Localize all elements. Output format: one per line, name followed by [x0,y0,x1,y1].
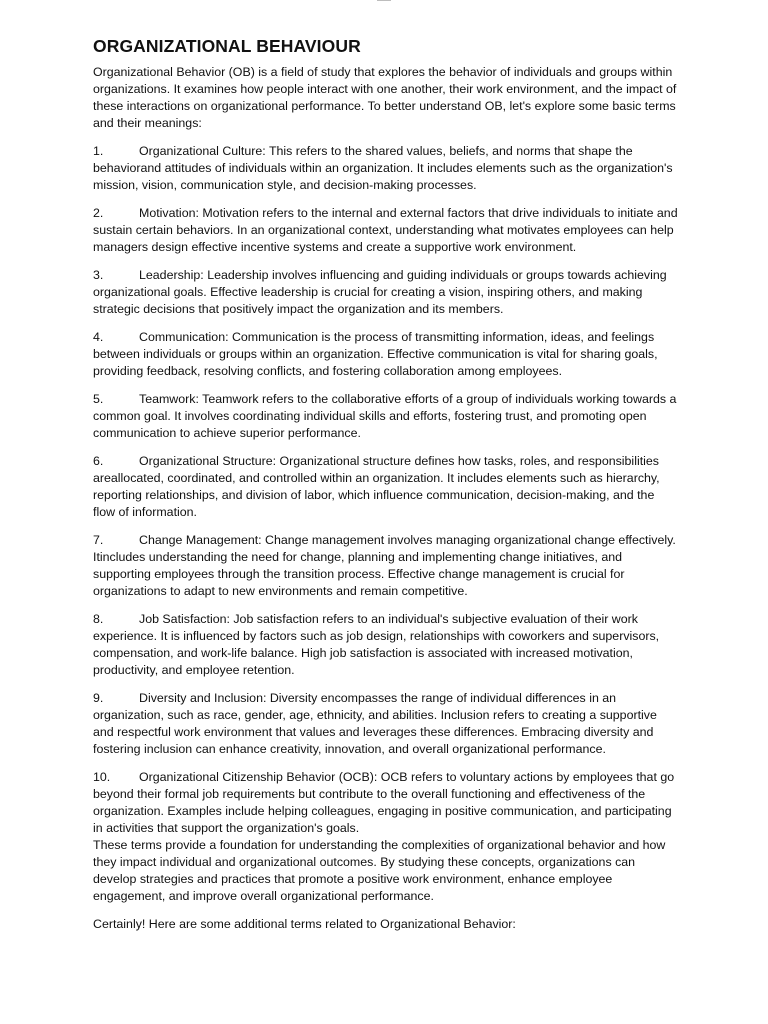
list-item-number: 2. [93,206,104,220]
list-item [93,267,678,318]
list-item-text: Diversity and Inclusion: Diversity encompasses the range of individual differences in an organization, such as race, gender, age, ethnicity, and abilities. Inclusion refers to creating a supportive and respectful work environment that values and leverages these differences. Embracing diversity and fostering inclusion can enhance creativity, innovation, and overall organizational performance. [93,691,657,756]
intro-paragraph: Organizational Behavior (OB) is a field of study that explores the behavior of individuals and groups within organizations. It examines how people interact with one another, their work environment, and the impact of these interactions on organizational performance. To better understand OB, let's explore some basic terms and their meanings: [93,65,677,130]
list-item-text: Leadership: Leadership involves influencing and guiding individuals or groups towards achieving organizational goals. Effective leadership is crucial for creating a vision, inspiring others, and making strategic decisions that positively impact the organization and its members. [93,268,667,316]
page-top-mark [377,0,391,1]
list-item-text: Teamwork: Teamwork refers to the collaborative efforts of a group of individuals working towards a common goal. It involves coordinating individual skills and efforts, fostering trust, and promoting open communication to achieve superior performance. [93,392,677,440]
conclusion-paragraph: These terms provide a foundation for understanding the complexities of organizational behavior and how they impact individual and organizational outcomes. By studying these concepts, organizations can develop strategies and practices that promote a positive work environment, enhance employee engagement, and improve overall organizational performance. [93,838,666,903]
list-item [93,329,678,380]
list-item-number: 10. [93,770,111,784]
list-item [93,532,678,600]
list-item [93,611,678,679]
list-item [93,769,678,837]
list-item-number: 9. [93,691,104,705]
list-item-text: Organizational Structure: Organizational structure defines how tasks, roles, and responsibilities areallocated, coordinated, and controlled within an organization. It includes elements such as hierarchy, reporting relationships, and division of labor, which influence communication, decision-making, and the flow of information. [93,454,660,519]
list-item-number: 8. [93,612,104,626]
list-item-text: Motivation: Motivation refers to the internal and external factors that drive individuals to initiate and sustain certain behaviors. In an organizational context, understanding what motivates employees can help managers design effective incentive systems and create a supportive work environment. [93,206,678,254]
list-item-number: 5. [93,392,104,406]
list-item-number: 7. [93,533,104,547]
list-item [93,690,678,758]
page-title: ORGANIZATIONAL BEHAVIOUR [93,36,361,56]
closing-paragraph: Certainly! Here are some additional terms related to Organizational Behavior: [93,917,516,931]
list-item [93,391,678,442]
list-item-number: 4. [93,330,104,344]
list-item-number: 3. [93,268,104,282]
list-item [93,143,678,194]
document-page [93,36,678,944]
list-item [93,453,678,521]
list-item-text: Change Management: Change management involves managing organizational change effectively. Itincludes understanding the need for change, planning and implementing change initiatives, and supporting employees through the transition process. Effective change management is crucial for organizations to adapt to new environments and remain competitive. [93,533,676,598]
list-item-text: Job Satisfaction: Job satisfaction refers to an individual's subjective evaluation of their work experience. It is influenced by factors such as job design, relationships with coworkers and supervisors, compensation, and work-life balance. High job satisfaction is associated with increased motivation, productivity, and employee retention. [93,612,660,677]
list-item-text: Communication: Communication is the process of transmitting information, ideas, and feelings between individuals or groups within an organization. Effective communication is vital for sharing goals, providing feedback, resolving conflicts, and fostering collaboration among employees. [93,330,658,378]
list-item-number: 6. [93,454,104,468]
list-item-number: 1. [93,144,104,158]
list-item-text: Organizational Citizenship Behavior (OCB): OCB refers to voluntary actions by employees that go beyond their formal job requirements but contribute to the overall functioning and effectiveness of the organization. Examples include helping colleagues, engaging in positive communication, and participating in activities that support the organization's goals. [93,770,675,835]
list-item-text: Organizational Culture: This refers to the shared values, beliefs, and norms that shape the behaviorand attitudes of individuals within an organization. It includes elements such as the organization's mission, vision, communication style, and decision-making processes. [93,144,673,192]
list-item [93,205,678,256]
